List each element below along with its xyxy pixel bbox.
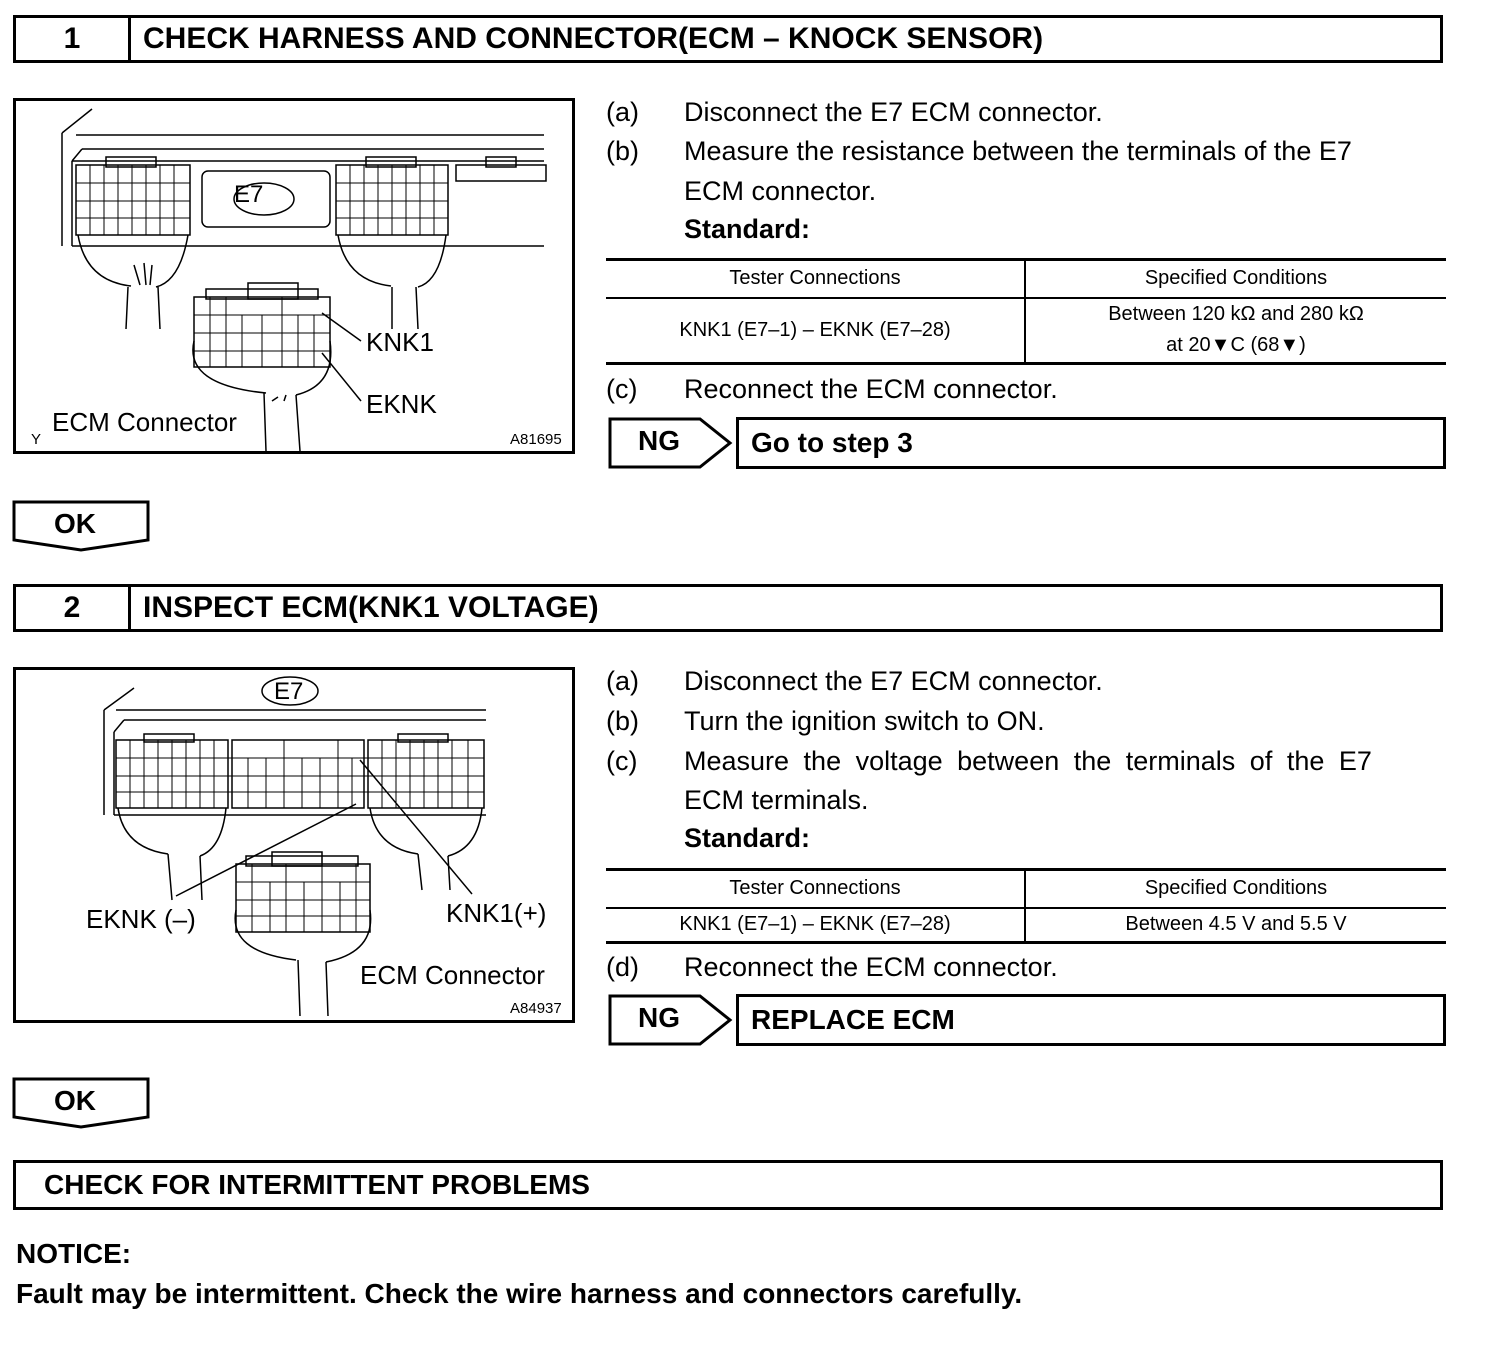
- step2-th-conditions: Specified Conditions: [1025, 870, 1446, 908]
- step1-spec-table: [606, 258, 1446, 365]
- step1-header: [13, 15, 1443, 63]
- step1-ng-action: Go to step 3: [736, 417, 1446, 469]
- step2-title: INSPECT ECM(KNK1 VOLTAGE): [143, 591, 599, 624]
- step2-ok-label: OK: [54, 1085, 96, 1116]
- step2-ng-action: REPLACE ECM: [736, 994, 1446, 1046]
- step2-ng-label: NG: [638, 1002, 680, 1033]
- step1-e7-tag: E7: [234, 181, 264, 208]
- step2-ok-branch: [12, 1077, 150, 1129]
- step1-ok-label: OK: [54, 508, 96, 539]
- step2-figure-code: A84937: [510, 1000, 562, 1017]
- step2-e7-tag: E7: [274, 678, 304, 705]
- step2-th-connections: Tester Connections: [606, 870, 1025, 908]
- step1-figure: [13, 98, 575, 454]
- step2-eknk-label: EKNK (–): [86, 904, 196, 934]
- step2-cell-condition: Between 4.5 V and 5.5 V: [1025, 908, 1446, 943]
- notice-text: Fault may be intermittent. Check the wire harness and connectors carefully.: [16, 1278, 1023, 1309]
- step1-ng-label: NG: [638, 425, 680, 456]
- step2-header: [13, 584, 1443, 632]
- step1-th-connections: Tester Connections: [606, 260, 1025, 298]
- step2-cell-connection: KNK1 (E7–1) – EKNK (E7–28): [606, 908, 1025, 943]
- step2-figure: [13, 667, 575, 1023]
- step1-number: 1: [16, 18, 131, 60]
- step2-number: 2: [16, 587, 131, 629]
- notice-heading: NOTICE:: [16, 1238, 132, 1269]
- step1-ecm-connector-label: ECM Connector: [52, 407, 237, 437]
- step1-figure-code: A81695: [510, 431, 562, 448]
- step1-eknk-label: EKNK: [366, 389, 437, 419]
- step2-knk1-label: KNK1(+): [446, 898, 547, 928]
- step2-standard-label: Standard:: [684, 823, 811, 853]
- step1-th-conditions: Specified Conditions: [1025, 260, 1446, 298]
- step1-cell-connection: KNK1 (E7–1) – EKNK (E7–28): [606, 298, 1025, 364]
- step1-knk1-label: KNK1: [366, 327, 434, 357]
- step1-corner-mark: Y: [31, 431, 42, 448]
- final-step-box: CHECK FOR INTERMITTENT PROBLEMS: [13, 1160, 1443, 1210]
- step1-title: CHECK HARNESS AND CONNECTOR(ECM – KNOCK SENSOR): [143, 22, 1044, 55]
- step2-ecm-connector-label: ECM Connector: [360, 960, 545, 990]
- step1-cell-condition: Between 120 kΩ and 280 kΩ at 20▼C (68▼): [1025, 298, 1446, 364]
- step1-standard-label: Standard:: [684, 214, 811, 244]
- step1-connector-drawing: [16, 101, 575, 454]
- step2-spec-table: [606, 868, 1446, 944]
- step1-ok-branch: [12, 500, 150, 552]
